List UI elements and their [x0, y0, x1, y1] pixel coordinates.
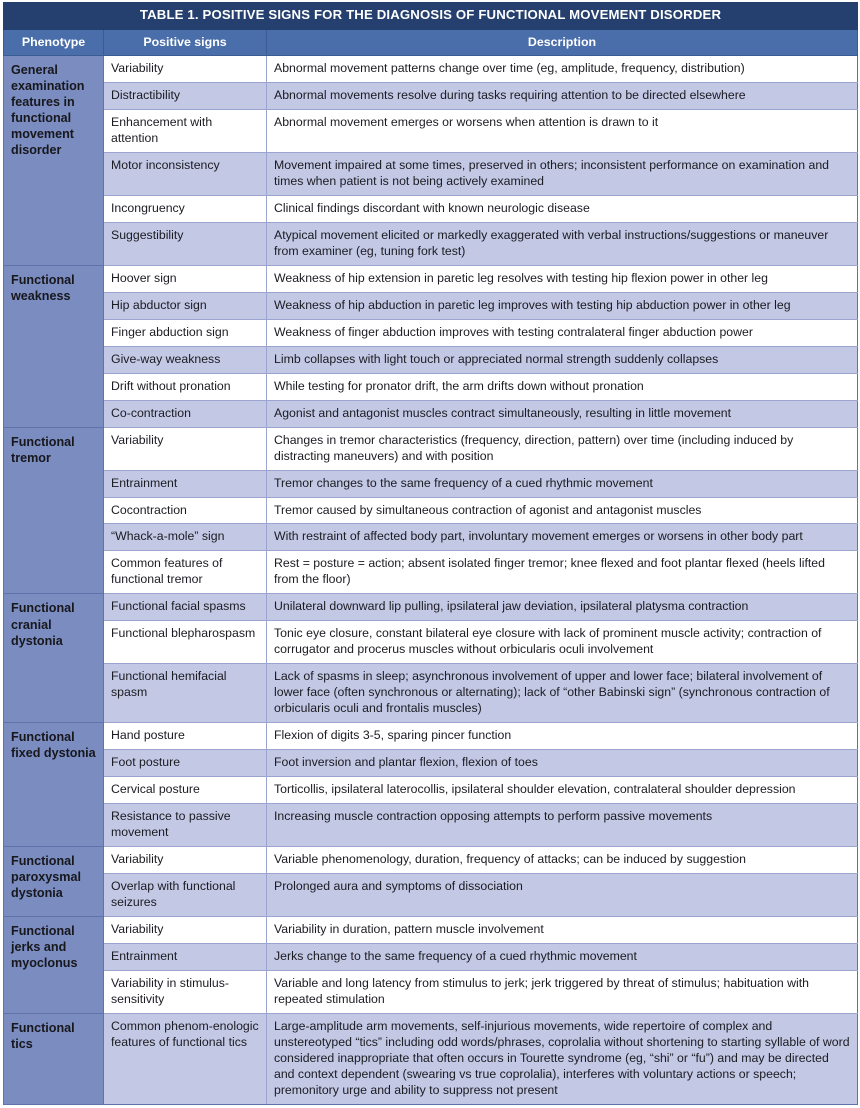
description-cell: Changes in tremor characteristics (frequency, direction, pattern) over time (including induced by distracting maneuvers) and with position [267, 427, 858, 470]
table-row [4, 594, 858, 621]
phenotype-cell: Functional jerks and myoclonus [4, 917, 104, 1014]
description-cell: Variable and long latency from stimulus to jerk; jerk triggered by threat of stimulus; habituation with repeated stimulation [267, 971, 858, 1014]
positive-sign-cell: Overlap with functional seizures [104, 874, 267, 917]
table-row [4, 723, 858, 750]
table-row [4, 804, 858, 847]
column-header-positive-signs: Positive signs [104, 29, 267, 55]
positive-sign-cell: Drift without pronation [104, 373, 267, 400]
table-row [4, 292, 858, 319]
table-row [4, 971, 858, 1014]
description-cell: Tonic eye closure, constant bilateral eye closure with lack of prominent muscle activity; contraction of corrugator and procerus muscles without orbicularis oculi involvement [267, 621, 858, 664]
phenotype-cell: Functional tremor [4, 427, 104, 594]
description-cell: Tremor caused by simultaneous contraction of agonist and antagonist muscles [267, 497, 858, 524]
table-row [4, 400, 858, 427]
table-row [4, 152, 858, 195]
positive-sign-cell: Co-contraction [104, 400, 267, 427]
description-cell: Lack of spasms in sleep; asynchronous involvement of upper and lower face; bilateral involvement of lower face (often synchronous or alternating); lack of “other Babinski sign” (synchronous contraction of orbicularis oculi and frontalis muscles) [267, 664, 858, 723]
positive-sign-cell: Enhancement with attention [104, 109, 267, 152]
positive-sign-cell: Variability [104, 847, 267, 874]
positive-sign-cell: Common features of functional tremor [104, 551, 267, 594]
description-cell: Abnormal movements resolve during tasks requiring attention to be directed elsewhere [267, 82, 858, 109]
table-row [4, 917, 858, 944]
positive-sign-cell: Cocontraction [104, 497, 267, 524]
table-row [4, 944, 858, 971]
positive-sign-cell: Distractibility [104, 82, 267, 109]
table-row [4, 427, 858, 470]
column-header-description: Description [267, 29, 858, 55]
positive-sign-cell: Suggestibility [104, 222, 267, 265]
description-cell: Flexion of digits 3-5, sparing pincer function [267, 723, 858, 750]
table-row [4, 222, 858, 265]
table-title: TABLE 1. POSITIVE SIGNS FOR THE DIAGNOSIS OF FUNCTIONAL MOVEMENT DISORDER [4, 3, 858, 30]
positive-sign-cell: Resistance to passive movement [104, 804, 267, 847]
positive-sign-cell: Functional facial spasms [104, 594, 267, 621]
positive-sign-cell: Cervical posture [104, 777, 267, 804]
table-row [4, 777, 858, 804]
positive-sign-cell: Hoover sign [104, 265, 267, 292]
description-cell: Agonist and antagonist muscles contract simultaneously, resulting in little movement [267, 400, 858, 427]
description-cell: While testing for pronator drift, the arm drifts down without pronation [267, 373, 858, 400]
description-cell: Movement impaired at some times, preserved in others; inconsistent performance on examination and times when patient is not being actively examined [267, 152, 858, 195]
positive-sign-cell: Functional hemifacial spasm [104, 664, 267, 723]
positive-sign-cell: Hand posture [104, 723, 267, 750]
description-cell: Variable phenomenology, duration, frequency of attacks; can be induced by suggestion [267, 847, 858, 874]
table-row [4, 373, 858, 400]
positive-sign-cell: Variability [104, 55, 267, 82]
description-cell: Atypical movement elicited or markedly exaggerated with verbal instructions/suggestions or maneuver from examiner (eg, tuning fork test) [267, 222, 858, 265]
description-cell: Torticollis, ipsilateral laterocollis, ipsilateral shoulder elevation, contralateral shoulder depression [267, 777, 858, 804]
table-row [4, 109, 858, 152]
table-row [4, 621, 858, 664]
positive-sign-cell: Variability in stimulus-sensitivity [104, 971, 267, 1014]
description-cell: Weakness of finger abduction improves with testing contralateral finger abduction power [267, 319, 858, 346]
phenotype-cell: General examination features in functional movement disorder [4, 55, 104, 265]
positive-sign-cell: “Whack-a-mole” sign [104, 524, 267, 551]
positive-sign-cell: Foot posture [104, 750, 267, 777]
phenotype-cell: Functional fixed dystonia [4, 723, 104, 847]
description-cell: Increasing muscle contraction opposing attempts to perform passive movements [267, 804, 858, 847]
positive-sign-cell: Functional blepharospasm [104, 621, 267, 664]
table-row [4, 847, 858, 874]
table-row [4, 55, 858, 82]
table-row [4, 1014, 858, 1105]
phenotype-cell: Functional cranial dystonia [4, 594, 104, 723]
positive-sign-cell: Variability [104, 917, 267, 944]
table-row [4, 664, 858, 723]
table-title-row [4, 3, 858, 30]
positive-sign-cell: Variability [104, 427, 267, 470]
description-cell: Variability in duration, pattern muscle involvement [267, 917, 858, 944]
table-row [4, 524, 858, 551]
description-cell: Weakness of hip abduction in paretic leg improves with testing hip abduction power in other leg [267, 292, 858, 319]
table-row [4, 874, 858, 917]
phenotype-cell: Functional tics [4, 1014, 104, 1105]
description-cell: Tremor changes to the same frequency of a cued rhythmic movement [267, 470, 858, 497]
description-cell: Abnormal movement patterns change over time (eg, amplitude, frequency, distribution) [267, 55, 858, 82]
table-row [4, 750, 858, 777]
description-cell: With restraint of affected body part, involuntary movement emerges or worsens in other body part [267, 524, 858, 551]
description-cell: Clinical findings discordant with known neurologic disease [267, 195, 858, 222]
positive-sign-cell: Hip abductor sign [104, 292, 267, 319]
column-header-row [4, 29, 858, 55]
table-row [4, 265, 858, 292]
table-row [4, 82, 858, 109]
description-cell: Jerks change to the same frequency of a cued rhythmic movement [267, 944, 858, 971]
table-row [4, 346, 858, 373]
positive-sign-cell: Incongruency [104, 195, 267, 222]
positive-sign-cell: Common phenom-enologic features of functional tics [104, 1014, 267, 1105]
description-cell: Large-amplitude arm movements, self-injurious movements, wide repertoire of complex and unstereotyped “tics” including odd words/phrases, coprolalia without shortening to starting syllable of word considered inappropriate that often occurs in Tourette syndrome (eg, “shi” or “fu”) and may be directed and context dependent (swearing vs true coprolalia), interferes with voluntary actions or speech; premonitory urge and ability to suppress not present [267, 1014, 858, 1105]
description-cell: Weakness of hip extension in paretic leg resolves with testing hip flexion power in other leg [267, 265, 858, 292]
positive-sign-cell: Entrainment [104, 470, 267, 497]
phenotype-cell: Functional paroxysmal dystonia [4, 847, 104, 917]
positive-sign-cell: Give-way weakness [104, 346, 267, 373]
description-cell: Limb collapses with light touch or appreciated normal strength suddenly collapses [267, 346, 858, 373]
description-cell: Rest = posture = action; absent isolated finger tremor; knee flexed and foot plantar flexed (heels lifted from the floor) [267, 551, 858, 594]
table-row [4, 551, 858, 594]
table-row [4, 470, 858, 497]
table-row [4, 319, 858, 346]
description-cell: Abnormal movement emerges or worsens when attention is drawn to it [267, 109, 858, 152]
column-header-phenotype: Phenotype [4, 29, 104, 55]
positive-sign-cell: Motor inconsistency [104, 152, 267, 195]
positive-sign-cell: Finger abduction sign [104, 319, 267, 346]
table-body [4, 55, 858, 1104]
table-row [4, 195, 858, 222]
table-head [4, 3, 858, 56]
table-row [4, 497, 858, 524]
phenotype-cell: Functional weakness [4, 265, 104, 427]
description-cell: Prolonged aura and symptoms of dissociation [267, 874, 858, 917]
description-cell: Foot inversion and plantar flexion, flexion of toes [267, 750, 858, 777]
positive-signs-table [3, 2, 858, 1105]
description-cell: Unilateral downward lip pulling, ipsilateral jaw deviation, ipsilateral platysma contraction [267, 594, 858, 621]
positive-sign-cell: Entrainment [104, 944, 267, 971]
